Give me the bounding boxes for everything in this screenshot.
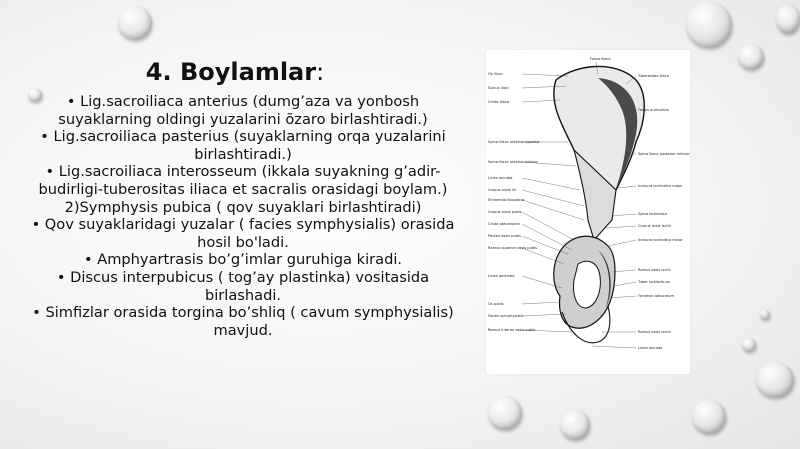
water-drop (756, 362, 794, 398)
bullet-paragraph: • Simfizlar orasida torgina bo’shliq ( cavum symphysialis) mavjud. (32, 304, 454, 339)
figure-label: Ramus inferior ossis pubis (488, 328, 536, 332)
water-drop (560, 410, 590, 440)
bullet-paragraph: • Qov suyaklaridagi yuzalar ( facies symphysialis) orasida hosil bo'ladi. (31, 216, 455, 251)
figure-label: Foramen obturatum (638, 294, 674, 298)
bullet-paragraph: • Lig.sacroiliaca interosseum (ikkala suyakning g’adir-budirligi-tuberositas iliaca et sacralis orasidagi boylam.) (38, 163, 448, 198)
figure-label: Crista iliaca (488, 100, 509, 104)
figure-label: Linea arcuata (638, 346, 663, 350)
figure-label: Linea arcuata (488, 176, 513, 180)
section-heading: 2)Symphysis pubica ( qov suyaklari birlashtiradi) (64, 198, 422, 216)
water-drop (738, 44, 764, 70)
figure-label: Incisura ischiadica minor (638, 238, 683, 242)
figure-label: Sulcus iliaci (488, 86, 509, 90)
bullet-paragraph: • Amphyartrasis bo’g’imlar guruhiga kiradi. (83, 251, 403, 269)
water-drop (686, 2, 732, 48)
figure-label: Tuberositas iliaca (638, 74, 669, 78)
bullet-paragraph: • Discus interpubicus ( tog’ay plastinka) vositasida birlashadi. (56, 268, 430, 304)
figure-label: Ramus superior ossis pubis (488, 246, 538, 250)
hip-bone-drawing (486, 50, 690, 374)
slide-title: 4. Boylamlar: (145, 58, 325, 86)
water-drop (488, 396, 522, 430)
figure-label: Corpus ossis ilii (488, 188, 516, 192)
figure-label: Pecten ossis pubis (488, 234, 521, 238)
figure-label: Os pubis (488, 302, 504, 306)
hip-bone-illustration (486, 50, 690, 374)
figure-label: Facies symphysialis (488, 314, 524, 318)
bullet-paragraph: • Lig.sacroiliaca anterius (dumg’aza va yonbosh suyaklarning oldingi yuzalarini õzaro birlashtiradi.) (58, 93, 428, 128)
figure-label: Incisura ischiadica major (638, 184, 683, 188)
figure-label: Corpus ossis ischii (638, 224, 671, 228)
figure-label: Crista obturatoria (488, 222, 520, 226)
figure-label: Tuber ischiadicum (638, 280, 671, 284)
water-drop (742, 338, 756, 352)
figure-label: Linea pectinea (488, 274, 515, 278)
water-drop (776, 4, 800, 34)
water-drop (118, 6, 152, 40)
figure-label: Corpus ossis pubis (488, 210, 522, 214)
water-drop (760, 310, 770, 320)
figure-label: Spina ischiadica (638, 212, 667, 216)
bullet-paragraph: • Lig.sacroiliaca pasterius (suyaklarning orqa yuzalarini birlashtiradi.) (40, 128, 446, 163)
figure-label: Ramus ossis ischii (638, 268, 671, 272)
slide-body (20, 93, 466, 339)
figure-label: Fossa iliaca (590, 57, 611, 61)
water-drop (692, 400, 726, 434)
figure-label: Facies auricularis (638, 108, 669, 112)
figure-label: Spina iliaca anterior superior (488, 140, 540, 144)
figure-label: Spina iliaca posterior inferior (638, 152, 690, 156)
figure-label: Ramus ossis ischii (638, 330, 671, 334)
figure-label: Spina iliaca anterior inferior (488, 160, 539, 164)
figure-label: Eminentia iliopubica (488, 198, 525, 202)
figure-label: Os ilium (488, 72, 503, 76)
